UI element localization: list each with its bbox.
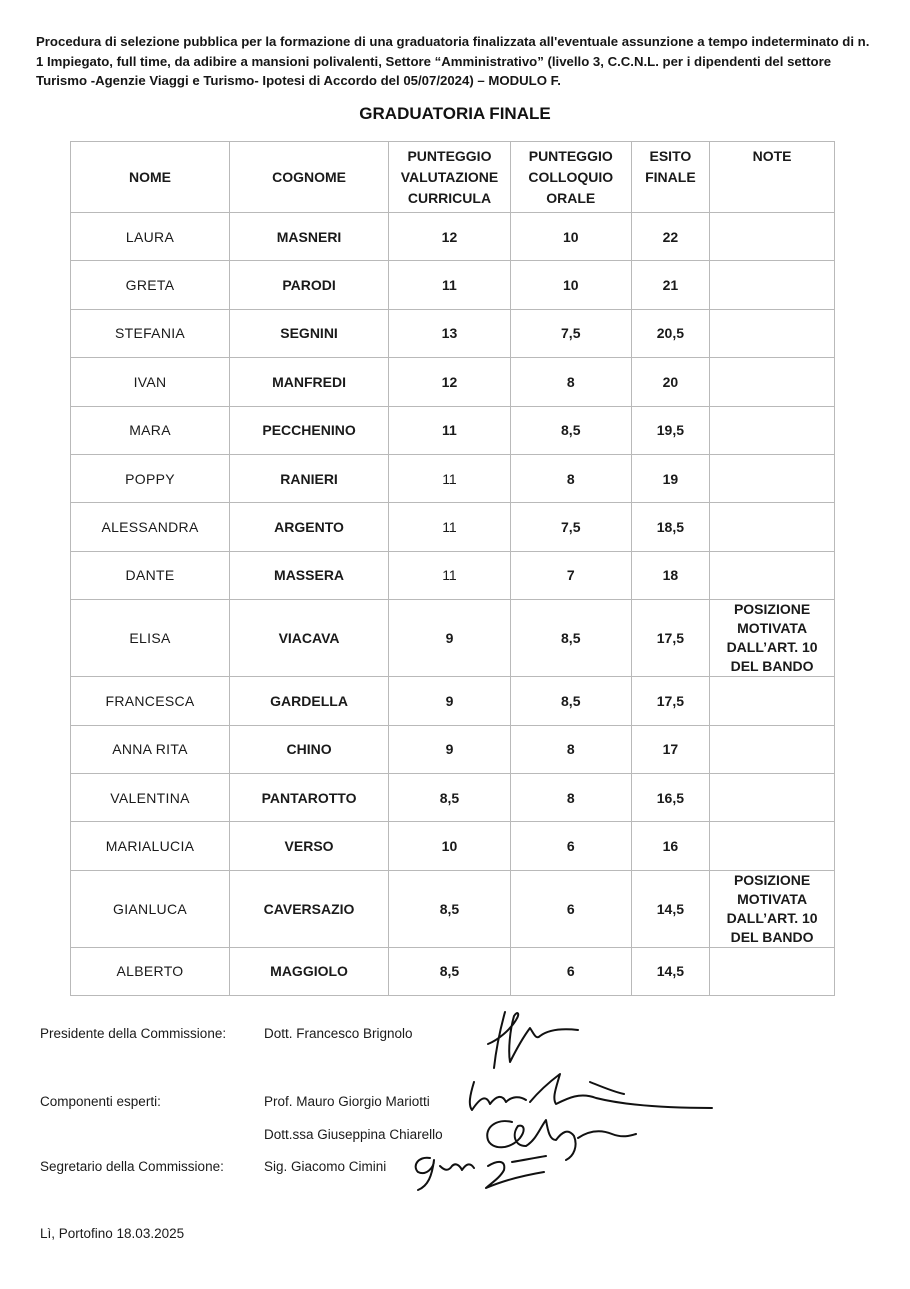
cell-curricula: 11 (389, 503, 511, 551)
cell-colloquio: 6 (510, 870, 631, 947)
cell-curricula: 11 (389, 454, 511, 502)
cell-esito: 16,5 (631, 773, 710, 821)
document-title: GRADUATORIA FINALE (359, 104, 551, 123)
cell-nome: ALBERTO (71, 947, 230, 995)
cell-nome: LAURA (71, 213, 230, 261)
cell-colloquio: 7,5 (510, 309, 631, 357)
presidente-label: Presidente della Commissione: (40, 1026, 227, 1041)
header-note: NOTE (710, 142, 835, 213)
componente1-name: Prof. Mauro Giorgio Mariotti (264, 1094, 430, 1109)
cell-esito: 14,5 (631, 947, 710, 995)
cell-esito: 14,5 (631, 870, 710, 947)
cell-curricula: 11 (389, 406, 511, 454)
cell-curricula: 9 (389, 677, 511, 725)
note-line: DALL’ART. 10 (726, 909, 818, 926)
header-curricula-line: VALUTAZIONE (400, 168, 499, 185)
cell-nome: MARA (71, 406, 230, 454)
cell-curricula: 13 (389, 309, 511, 357)
cell-nome: GIANLUCA (71, 870, 230, 947)
cell-curricula: 11 (389, 261, 511, 309)
cell-colloquio: 8,5 (510, 406, 631, 454)
cell-curricula: 12 (389, 358, 511, 406)
cell-colloquio: 8 (510, 358, 631, 406)
cell-esito: 17,5 (631, 600, 710, 677)
header-nome: NOME (71, 142, 230, 213)
cell-esito: 17,5 (631, 677, 710, 725)
cell-cognome: MASSERA (230, 551, 389, 599)
cell-cognome: CAVERSAZIO (230, 870, 389, 947)
note-line: MOTIVATA (737, 620, 808, 637)
cell-cognome: MANFREDI (230, 358, 389, 406)
componente1-signature (470, 1074, 712, 1110)
cell-curricula: 8,5 (389, 773, 511, 821)
header-curricula-line: CURRICULA (407, 189, 492, 206)
note-line: DALL’ART. 10 (726, 639, 818, 656)
presidente-signature (488, 1012, 578, 1068)
cell-nome: DANTE (71, 551, 230, 599)
segretario-label: Segretario della Commissione: (40, 1159, 224, 1174)
cell-nome: POPPY (71, 454, 230, 502)
cell-cognome: VIACAVA (230, 600, 389, 677)
cell-esito: 19,5 (631, 406, 710, 454)
cell-esito: 20,5 (631, 309, 710, 357)
cell-colloquio: 8,5 (510, 677, 631, 725)
cell-esito: 16 (631, 822, 710, 870)
note-line: DEL BANDO (730, 928, 814, 945)
note-line: POSIZIONE (733, 871, 811, 888)
cell-colloquio: 10 (510, 261, 631, 309)
cell-colloquio: 8 (510, 725, 631, 773)
header-colloquio-line: PUNTEGGIO (528, 147, 613, 164)
cell-esito: 17 (631, 725, 710, 773)
cell-esito: 19 (631, 454, 710, 502)
componente2-name: Dott.ssa Giuseppina Chiarello (264, 1127, 443, 1142)
cell-cognome: PECCHENINO (230, 406, 389, 454)
cell-colloquio: 7 (510, 551, 631, 599)
cell-colloquio: 8,5 (510, 600, 631, 677)
header-esito-line: FINALE (645, 169, 696, 185)
presidente-name: Dott. Francesco Brignolo (264, 1026, 413, 1041)
cell-esito: 21 (631, 261, 710, 309)
cell-nome: FRANCESCA (71, 677, 230, 725)
cell-colloquio: 8 (510, 454, 631, 502)
cell-cognome: PARODI (230, 261, 389, 309)
cell-cognome: CHINO (230, 725, 389, 773)
cell-nome: MARIALUCIA (71, 822, 230, 870)
cell-curricula: 9 (389, 725, 511, 773)
cell-cognome: MAGGIOLO (230, 947, 389, 995)
cell-nome: STEFANIA (71, 309, 230, 357)
note-line: DEL BANDO (730, 658, 814, 675)
segretario-signature (416, 1156, 546, 1190)
header-colloquio-line: ORALE (546, 189, 596, 206)
cell-esito: 20 (631, 358, 710, 406)
cell-curricula: 12 (389, 213, 511, 261)
cell-nome: IVAN (71, 358, 230, 406)
cell-curricula: 9 (389, 600, 511, 677)
date-line: Lì, Portofino 18.03.2025 (40, 1226, 185, 1241)
header-esito-line: ESITO (649, 148, 692, 164)
cell-esito: 18 (631, 551, 710, 599)
header-colloquio-line: COLLOQUIO (528, 168, 614, 185)
header-curricula-line: PUNTEGGIO (407, 147, 492, 164)
componente2-signature (487, 1120, 636, 1160)
cell-cognome: VERSO (230, 822, 389, 870)
cell-cognome: PANTAROTTO (230, 773, 389, 821)
cell-nome: VALENTINA (71, 773, 230, 821)
cell-nome: ALESSANDRA (71, 503, 230, 551)
cell-curricula: 8,5 (389, 870, 511, 947)
cell-colloquio: 6 (510, 822, 631, 870)
cell-nome: ANNA RITA (71, 725, 230, 773)
cell-curricula: 10 (389, 822, 511, 870)
segretario-name: Sig. Giacomo Cimini (264, 1159, 387, 1174)
cell-colloquio: 7,5 (510, 503, 631, 551)
cell-colloquio: 10 (510, 213, 631, 261)
note-line: MOTIVATA (737, 890, 808, 907)
cell-nome: ELISA (71, 600, 230, 677)
cell-esito: 22 (631, 213, 710, 261)
cell-cognome: SEGNINI (230, 309, 389, 357)
cell-colloquio: 8 (510, 773, 631, 821)
cell-cognome: ARGENTO (230, 503, 389, 551)
intro-paragraph: Procedura di selezione pubblica per la formazione di una graduatoria finalizzata all'eventuale assunzione a tempo indeterminato di n. 1 Impiegato, full time, da adibire a mansioni polivalenti, Settore “Amministrativo” (livello 3, C.C.N.L. per i dipendenti del settore Turismo -Agenzie Viaggi e Turismo- Ipotesi di Accordo del 05/07/2024) – MODULO F. (36, 34, 870, 88)
cell-curricula: 11 (389, 551, 511, 599)
componenti-label: Componenti esperti: (40, 1094, 161, 1109)
cell-cognome: RANIERI (230, 454, 389, 502)
cell-esito: 18,5 (631, 503, 710, 551)
cell-nome: GRETA (71, 261, 230, 309)
cell-colloquio: 6 (510, 947, 631, 995)
note-line: POSIZIONE (733, 601, 811, 618)
cell-cognome: MASNERI (230, 213, 389, 261)
header-cognome: COGNOME (230, 142, 389, 213)
cell-cognome: GARDELLA (230, 677, 389, 725)
cell-curricula: 8,5 (389, 947, 511, 995)
